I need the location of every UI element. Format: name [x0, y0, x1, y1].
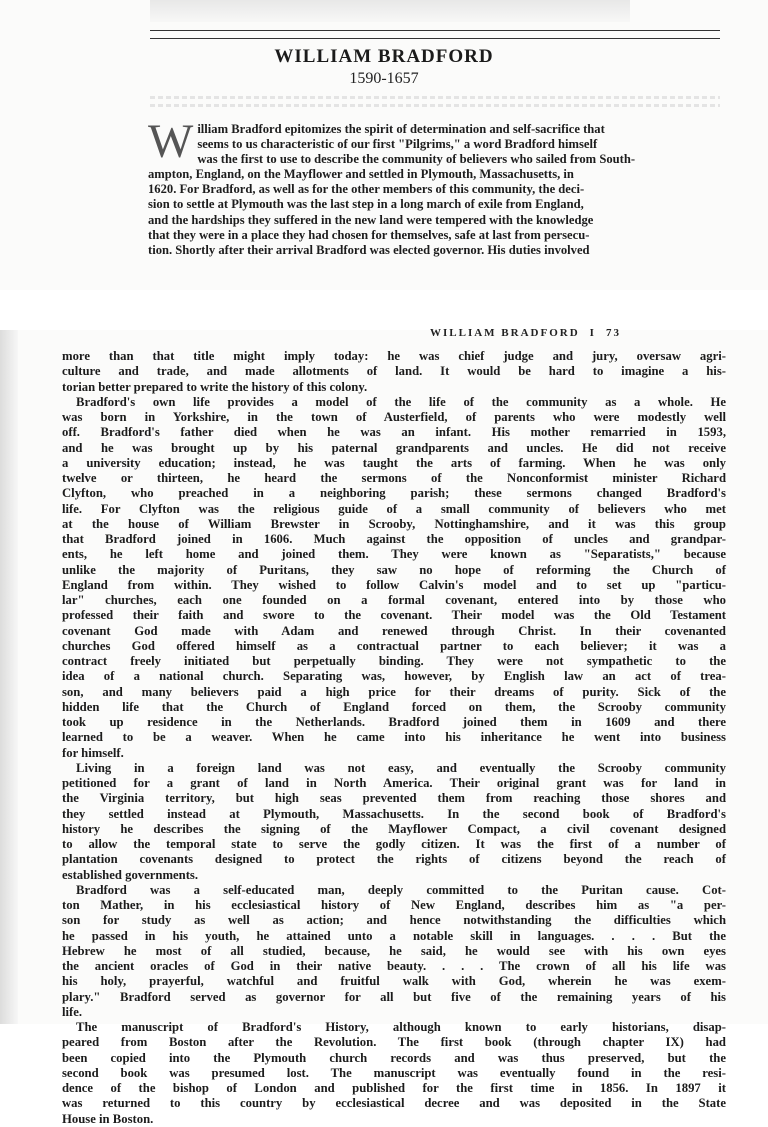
- body-line: to allow the temporal state to serve the godly citizen. It was the first of a number of: [62, 837, 726, 851]
- body-line: idea of a national church. Separating was, however, by English law an act of trea-: [62, 669, 726, 684]
- body-line: took up residence in the Netherlands. Bradford joined them in 1609 and there: [62, 715, 726, 729]
- body-line: son, and many believers paid a high price for their dreams of purity. Sick of the: [62, 684, 726, 699]
- intro-line: was the first to use to describe the community of believers who sailed from South-: [197, 152, 636, 167]
- running-head: [430, 327, 730, 339]
- body-line: Living in a foreign land was not easy, and eventually the Scrooby community: [76, 760, 726, 775]
- intro-line: 1620. For Bradford, as well as for the other members of this community, the deci-: [148, 182, 585, 197]
- body-line: unlike the majority of Puritans, they saw no hope of reforming the Church of: [62, 562, 726, 577]
- intro-line: ampton, England, on the Mayflower and settled in Plymouth, Massachusetts, in: [148, 167, 574, 182]
- intro-line: sion to settle at Plymouth was the last step in a long march of exile from England,: [148, 197, 584, 212]
- body-line: life.: [62, 1004, 83, 1019]
- intro-paragraph: [148, 115, 722, 258]
- body-line: culture and trade, and made allotments of land. It would be hard to imagine a his-: [62, 364, 726, 379]
- body-line: twelve or thirteen, he heard the sermons of the Nonconformist minister Richard: [62, 471, 726, 485]
- body-text: [62, 349, 726, 1127]
- page-gap: [0, 290, 768, 330]
- body-line: England from within. They wished to follow Calvin's model and to set up "particu-: [62, 577, 726, 592]
- body-line: plantation covenants designed to protect the rights of citizens beyond the reach of: [62, 852, 726, 867]
- intro-line: and the hardships they suffered in the new land were tempered with the knowledge: [148, 212, 594, 227]
- body-line: second book was presumed lost. The manuscript was eventually found in the resi-: [62, 1065, 726, 1080]
- running-head-separator: I: [589, 327, 596, 339]
- body-line: dence of the bishop of London and published for the first time in 1856. In 1897 it: [62, 1081, 726, 1095]
- intro-line: illiam Bradford epitomizes the spirit of determination and self-sacrifice that: [197, 122, 605, 136]
- bleed-through-text: [150, 0, 630, 22]
- life-dates: 1590-1657: [349, 70, 419, 87]
- body-line: ton Mather, in his ecclesiastical history of New England, describes him as "a per-: [62, 898, 726, 912]
- body-line: petitioned for a grant of land in North America. Their original grant was for land in: [62, 776, 726, 790]
- body-line: was born in Yorkshire, in the town of Austerfield, of parents who were modestly well: [62, 410, 726, 424]
- body-line: torian better prepared to write the history of this colony.: [62, 379, 368, 394]
- body-line: hidden life that the Church of England forced on them, the Scrooby community: [62, 699, 726, 714]
- intro-line: that they were in a place they had chosen for themselves, safe at last from persecu-: [148, 227, 590, 242]
- intro-line: tion. Shortly after their arrival Bradford was elected governor. His duties involved: [148, 242, 590, 257]
- drop-cap: W: [148, 115, 194, 168]
- page-title: WILLIAM BRADFORD: [274, 46, 494, 67]
- body-line: off. Bradford's father died when he was an infant. His mother remarried in 1593,: [62, 425, 726, 440]
- body-line: lar" churches, each one founded on a formal covenant, entered into by those who: [62, 593, 726, 607]
- body-line: the ancient oracles of God in their native beauty. . . . The crown of all his life was: [62, 959, 726, 973]
- body-line: that Bradford joined in 1606. Much against the opposition of uncles and grandpar-: [62, 532, 726, 546]
- body-line: Bradford's own life provides a model of the life of the community as a whole. He: [76, 394, 726, 409]
- intro-lines: [148, 115, 722, 258]
- bleed-through-line: [150, 104, 720, 107]
- body-line: a university education; instead, he was taught the arts of farming. When he was only: [62, 455, 726, 470]
- body-line: established governments.: [62, 867, 199, 882]
- body-line: professed their faith and swore to the covenant. Their model was the Old Testament: [62, 608, 726, 623]
- body-line: learned to be a weaver. When he came into his inheritance he went into business: [62, 730, 726, 745]
- body-line: Hebrew he most of all studied, because, he said, he would see with his own eyes: [62, 943, 726, 958]
- intro-line: seems to us characteristic of our first "Pilgrims," a word Bradford himself: [197, 137, 598, 152]
- body-line: son for study as well as action; and hence notwithstanding the difficulties which: [62, 913, 726, 928]
- body-line: more than that title might imply today: he was chief judge and jury, oversaw agri-: [62, 349, 726, 363]
- body-line: been copied into the Plymouth church records and was thus preserved, but the: [62, 1050, 726, 1065]
- page-number: 73: [605, 327, 621, 339]
- body-line: covenant God made with Adam and renewed through Christ. In their covenanted: [62, 623, 726, 638]
- body-line: plary." Bradford served as governor for all but five of the remaining years of his: [62, 989, 726, 1004]
- body-line: House in Boston.: [62, 1111, 154, 1126]
- body-line: Clyfton, who preached in a neighboring parish; these sermons changed Bradford's: [62, 486, 726, 501]
- top-rule-inner: [150, 38, 720, 39]
- body-line: was returned to this country by ecclesiastical decree and was deposited in the State: [62, 1096, 726, 1111]
- body-line: he passed in his youth, he attained unto a notable skill in languages. . . . But the: [62, 928, 726, 943]
- top-rule: [150, 30, 720, 31]
- body-line: churches God offered himself as a contractual partner to each believer; it was a: [62, 638, 726, 653]
- body-line: they settled instead at Plymouth, Massachusetts. In the second book of Bradford's: [62, 806, 726, 821]
- bleed-through-line: [150, 96, 720, 99]
- body-line: ents, he left home and joined them. They were known as "Separatists," because: [62, 547, 726, 562]
- body-line: the Virginia territory, but high seas prevented them from reaching those shores and: [62, 791, 726, 806]
- body-line: for himself.: [62, 745, 124, 760]
- body-line: at the house of William Brewster in Scrooby, Nottinghamshire, and it was this group: [62, 516, 726, 531]
- body-line: and he was brought up by his paternal grandparents and uncles. He did not receive: [62, 440, 726, 455]
- running-head-name: WILLIAM BRADFORD: [430, 327, 580, 339]
- body-line: Bradford was a self-educated man, deeply committed to the Puritan cause. Cot-: [76, 882, 726, 897]
- page-edge-shadow: [0, 330, 18, 1024]
- body-line: history he describes the signing of the Mayflower Compact, a civil covenant designed: [62, 821, 726, 836]
- body-line: contract freely initiated but perpetually binding. They were not sympathetic to the: [62, 654, 726, 668]
- body-line: life. For Clyfton was the religious guide of a small community of believers who met: [62, 501, 726, 516]
- body-line: peared from Boston after the Revolution. The first book (through chapter IX) had: [62, 1035, 726, 1050]
- body-line: The manuscript of Bradford's History, although known to early historians, disap-: [76, 1020, 726, 1034]
- body-line: his holy, prayerful, watchful and fruitful walk with God, wherein he was exem-: [62, 974, 726, 989]
